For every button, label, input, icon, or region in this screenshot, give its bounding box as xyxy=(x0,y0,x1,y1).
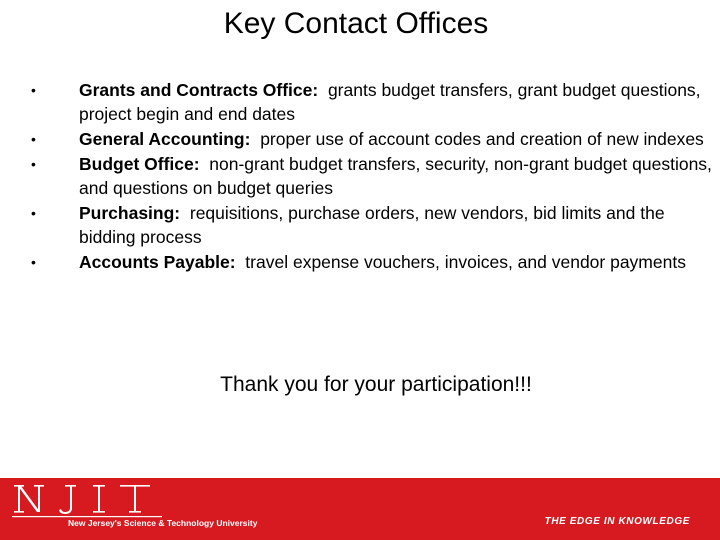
office-name: General Accounting: xyxy=(79,129,251,149)
office-name: Accounts Payable: xyxy=(79,252,236,272)
bullet-icon: • xyxy=(31,131,36,147)
list-item xyxy=(31,127,715,151)
office-description: requisitions, purchase orders, new vendors, bid limits and the bidding process xyxy=(79,203,670,247)
office-description: travel expense vouchers, invoices, and vendor payments xyxy=(235,252,686,272)
list-item xyxy=(31,250,715,274)
office-description: grants budget transfers, grant budget questions, project begin and end dates xyxy=(79,80,706,124)
office-name: Purchasing: xyxy=(79,203,181,223)
bullet-icon: • xyxy=(31,82,36,98)
office-description: non-grant budget transfers, security, non-grant budget questions, and questions on budget queries xyxy=(79,154,717,198)
contact-office-list xyxy=(31,78,715,275)
list-item xyxy=(31,78,715,126)
list-item xyxy=(31,201,715,249)
university-tagline: New Jersey's Science & Technology University xyxy=(68,518,258,528)
slogan: THE EDGE IN KNOWLEDGE xyxy=(544,516,690,527)
list-item xyxy=(31,152,715,200)
footer-bar xyxy=(0,478,720,540)
bullet-icon: • xyxy=(31,156,36,172)
office-description: proper use of account codes and creation of new indexes xyxy=(250,129,704,149)
bullet-icon: • xyxy=(31,205,36,221)
office-name: Budget Office: xyxy=(79,154,200,174)
closing-message: Thank you for your participation!!! xyxy=(220,373,532,396)
slide-title: Key Contact Offices xyxy=(223,7,489,40)
bullet-icon: • xyxy=(31,254,36,270)
office-name: Grants and Contracts Office: xyxy=(79,80,319,100)
